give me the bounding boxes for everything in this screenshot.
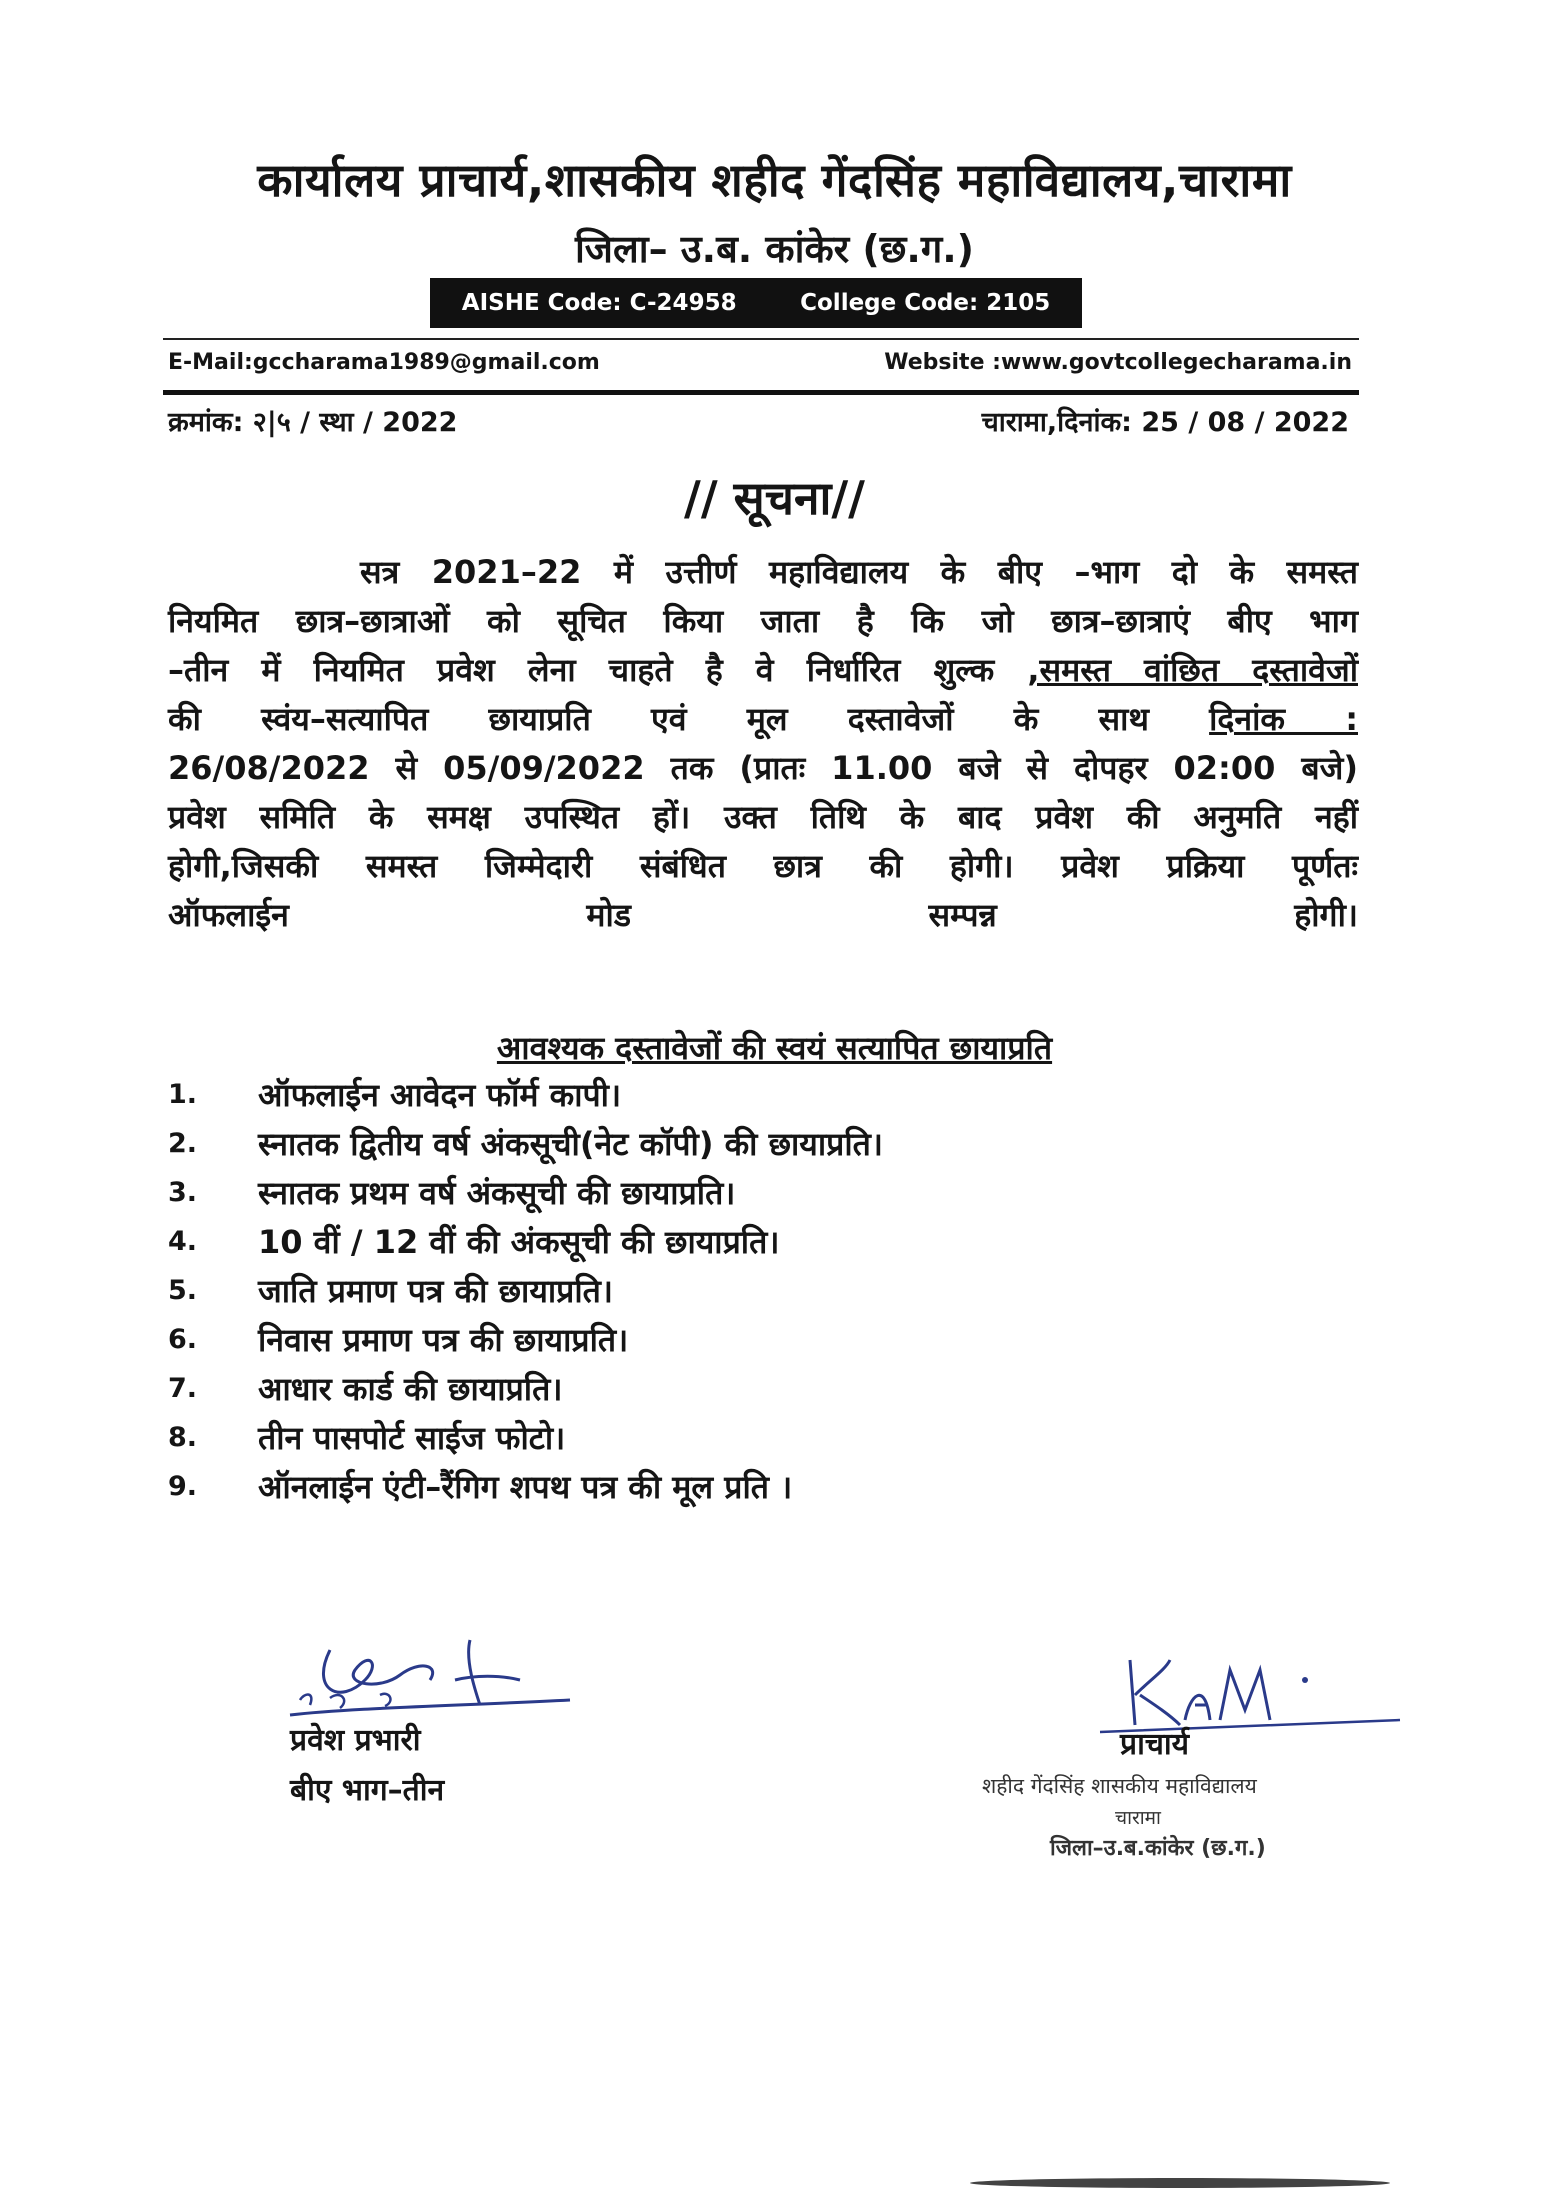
divider-top xyxy=(163,338,1359,340)
item-number: 5. xyxy=(168,1275,198,1306)
item-number: 9. xyxy=(168,1471,198,1502)
item-number: 7. xyxy=(168,1373,198,1404)
reference-number: क्रमांक: २|५ / स्था / 2022 xyxy=(168,407,458,438)
item-text: स्नातक द्वितीय वर्ष अंकसूची(नेट कॉपी) की छायाप्रति। xyxy=(258,1125,884,1163)
list-item xyxy=(168,1364,1268,1413)
item-text: 10 वीं / 12 वीं की अंकसूची की छायाप्रति। xyxy=(258,1223,780,1261)
item-text: जाति प्रमाण पत्र की छायाप्रति। xyxy=(258,1272,614,1310)
code-banner xyxy=(430,278,1082,328)
divider-thick xyxy=(163,390,1359,395)
list-item xyxy=(168,1119,1268,1168)
list-item xyxy=(168,1217,1268,1266)
principal-college-name: शहीद गेंदसिंह शासकीय महाविद्यालय xyxy=(982,1774,1257,1798)
website-address: Website :www.govtcollegecharama.in xyxy=(884,350,1352,375)
item-text: तीन पासपोर्ट साईज फोटो। xyxy=(258,1419,566,1457)
underlined-docs: ,समस्त वांछित दस्तावेजों xyxy=(1027,651,1358,689)
admission-incharge-signature xyxy=(270,1620,590,1730)
list-item xyxy=(168,1462,1268,1511)
notice-line: सत्र 2021–22 में उत्तीर्ण महाविद्यालय के बीए –भाग दो के समस्त xyxy=(360,553,1358,591)
item-number: 6. xyxy=(168,1324,198,1355)
item-text: स्नातक प्रथम वर्ष अंकसूची की छायाप्रति। xyxy=(258,1174,736,1212)
item-text: निवास प्रमाण पत्र की छायाप्रति। xyxy=(258,1321,629,1359)
underlined-date: दिनांक : xyxy=(1209,700,1358,738)
item-number: 8. xyxy=(168,1422,198,1453)
item-text: ऑफलाईन आवेदन फॉर्म कापी। xyxy=(258,1076,622,1114)
email-address: E-Mail:gccharama1989@gmail.com xyxy=(168,350,600,375)
notice-line: 26/08/2022 से 05/09/2022 तक (प्रातः 11.00 बजे से दोपहर 02:00 बजे) xyxy=(168,749,1358,787)
principal-district: जिला–उ.ब.कांकेर (छ.ग.) xyxy=(1050,1836,1266,1861)
documents-list xyxy=(168,1070,1268,1511)
notice-line xyxy=(168,646,1358,695)
item-text: ऑनलाईन एंटी–रैंगिग शपथ पत्र की मूल प्रति । xyxy=(258,1468,793,1506)
list-item xyxy=(168,1413,1268,1462)
district-line: जिला– उ.ब. कांकेर (छ.ग.) xyxy=(574,227,975,271)
item-number: 1. xyxy=(168,1079,198,1110)
notice-line-text: की स्वंय–सत्यापित छायाप्रति एवं मूल दस्तावेजों के साथ xyxy=(168,700,1149,738)
item-number: 3. xyxy=(168,1177,198,1208)
documents-title: आवश्यक दस्तावेजों की स्वयं सत्यापित छायाप्रति xyxy=(496,1029,1053,1067)
left-signatory-title: प्रवेश प्रभारी xyxy=(290,1723,421,1758)
office-title: कार्यालय प्राचार्य,शासकीय शहीद गेंदसिंह महाविद्यालय,चारामा xyxy=(257,153,1292,207)
item-number: 4. xyxy=(168,1226,198,1257)
list-item xyxy=(168,1315,1268,1364)
notice-body xyxy=(168,548,1358,940)
page-edge-shadow xyxy=(970,2178,1390,2188)
item-text: आधार कार्ड की छायाप्रति। xyxy=(258,1370,563,1408)
principal-town: चारामा xyxy=(1115,1807,1161,1829)
college-code: College Code: 2105 xyxy=(800,290,1051,316)
notice-line: नियमित छात्र–छात्राओं को सूचित किया जाता है कि जो छात्र–छात्राएं बीए भाग xyxy=(168,602,1358,640)
list-item xyxy=(168,1266,1268,1315)
notice-heading: // सूचना// xyxy=(684,471,865,525)
list-item xyxy=(168,1168,1268,1217)
left-signatory-subtitle: बीए भाग–तीन xyxy=(290,1773,445,1808)
list-item xyxy=(168,1070,1268,1119)
notice-line: ऑफलाईन मोड सम्पन्न होगी। xyxy=(168,896,1358,934)
notice-line xyxy=(168,695,1358,744)
notice-line: होगी,जिसकी समस्त जिम्मेदारी संबंधित छात्र की होगी। प्रवेश प्रक्रिया पूर्णतः xyxy=(168,847,1358,885)
principal-title: प्राचार्य xyxy=(1120,1727,1190,1762)
notice-line-text: –तीन में नियमित प्रवेश लेना चाहते है वे निर्धारित शुल्क xyxy=(168,651,995,689)
aishe-code: AISHE Code: C-24958 xyxy=(461,290,737,316)
issue-date: चारामा,दिनांक: 25 / 08 / 2022 xyxy=(981,407,1349,438)
item-number: 2. xyxy=(168,1128,198,1159)
notice-line: प्रवेश समिति के समक्ष उपस्थित हों। उक्त तिथि के बाद प्रवेश की अनुमति नहीं xyxy=(168,798,1358,836)
